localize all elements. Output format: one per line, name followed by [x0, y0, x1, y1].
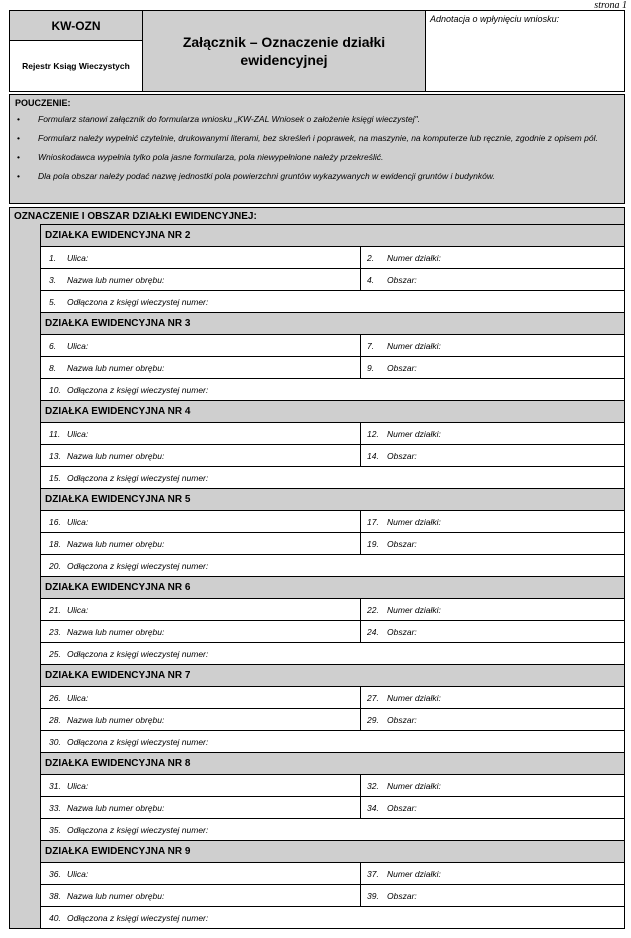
separated-from-field[interactable]: [41, 731, 624, 752]
parcels-list: [40, 224, 624, 928]
parcel-block: [41, 841, 624, 929]
precinct-label: Nazwa lub numer obrębu:: [67, 274, 165, 285]
area-label: Obszar:: [387, 450, 417, 461]
precinct-field[interactable]: [41, 885, 361, 906]
area-field[interactable]: [361, 357, 624, 378]
bullet-icon: •: [17, 152, 20, 162]
bullet-icon: •: [17, 133, 20, 143]
parcel-block: [41, 225, 624, 313]
field-number: 9.: [367, 362, 375, 373]
street-field[interactable]: [41, 863, 361, 884]
parcel-number-label: Numer działki:: [387, 692, 441, 703]
separated-from-label: Odłączona z księgi wieczystej numer:: [67, 560, 209, 571]
field-number: 31.: [49, 780, 61, 791]
parcel-block: [41, 665, 624, 753]
precinct-label: Nazwa lub numer obrębu:: [67, 450, 165, 461]
field-number: 36.: [49, 868, 61, 879]
parcel-title: DZIAŁKA EWIDENCYJNA NR 4: [41, 401, 624, 423]
area-field[interactable]: [361, 533, 624, 554]
area-label: Obszar:: [387, 714, 417, 725]
separated-from-field[interactable]: [41, 643, 624, 664]
precinct-label: Nazwa lub numer obrębu:: [67, 538, 165, 549]
parcel-row: [41, 797, 624, 819]
instruction-item: • Formularz należy wypełnić czytelnie, drukowanymi literami, bez skreśleń i poprawek, na maszynie, na komputerze lub ręcznie, zgodnie z opisem pól.: [17, 133, 598, 143]
street-label: Ulica:: [67, 516, 89, 527]
parcel-row: [41, 511, 624, 533]
parcel-row: [41, 269, 624, 291]
parcel-block: [41, 401, 624, 489]
street-field[interactable]: [41, 687, 361, 708]
area-label: Obszar:: [387, 362, 417, 373]
parcel-number-label: Numer działki:: [387, 428, 441, 439]
precinct-label: Nazwa lub numer obrębu:: [67, 362, 165, 373]
street-label: Ulica:: [67, 604, 89, 615]
street-label: Ulica:: [67, 868, 89, 879]
field-number: 25.: [49, 648, 61, 659]
parcel-title: DZIAŁKA EWIDENCYJNA NR 7: [41, 665, 624, 687]
precinct-field[interactable]: [41, 621, 361, 642]
field-number: 6.: [49, 340, 57, 351]
field-number: 23.: [49, 626, 61, 637]
parcel-row: [41, 907, 624, 929]
separated-from-label: Odłączona z księgi wieczystej numer:: [67, 384, 209, 395]
area-label: Obszar:: [387, 626, 417, 637]
field-number: 33.: [49, 802, 61, 813]
street-field[interactable]: [41, 423, 361, 444]
separated-from-field[interactable]: [41, 907, 624, 928]
instruction-item: • Formularz stanowi załącznik do formularza wniosku „KW-ZAL Wniosek o założenie księgi wieczystej".: [17, 114, 421, 124]
street-field[interactable]: [41, 775, 361, 796]
street-field[interactable]: [41, 247, 361, 268]
parcel-number-label: Numer działki:: [387, 340, 441, 351]
precinct-field[interactable]: [41, 709, 361, 730]
parcel-row: [41, 467, 624, 489]
parcel-block: [41, 577, 624, 665]
precinct-label: Nazwa lub numer obrębu:: [67, 890, 165, 901]
parcel-number-label: Numer działki:: [387, 604, 441, 615]
field-number: 17.: [367, 516, 379, 527]
field-number: 11.: [49, 428, 61, 439]
area-field[interactable]: [361, 269, 624, 290]
parcel-number-field[interactable]: [361, 687, 624, 708]
field-number: 13.: [49, 450, 61, 461]
parcel-number-field[interactable]: [361, 599, 624, 620]
field-number: 40.: [49, 912, 61, 923]
area-label: Obszar:: [387, 538, 417, 549]
registry-label: Rejestr Ksiąg Wieczystych: [22, 61, 130, 71]
area-field[interactable]: [361, 445, 624, 466]
field-number: 12.: [367, 428, 379, 439]
parcel-row: [41, 621, 624, 643]
area-label: Obszar:: [387, 890, 417, 901]
separated-from-label: Odłączona z księgi wieczystej numer:: [67, 736, 209, 747]
field-number: 20.: [49, 560, 61, 571]
field-number: 7.: [367, 340, 375, 351]
parcels-section: [9, 207, 625, 929]
field-number: 34.: [367, 802, 379, 813]
parcel-title: DZIAŁKA EWIDENCYJNA NR 3: [41, 313, 624, 335]
field-number: 5.: [49, 296, 57, 307]
parcel-number-field[interactable]: [361, 335, 624, 356]
parcel-number-label: Numer działki:: [387, 252, 441, 263]
parcel-row: [41, 533, 624, 555]
street-field[interactable]: [41, 511, 361, 532]
parcel-row: [41, 379, 624, 401]
precinct-label: Nazwa lub numer obrębu:: [67, 802, 165, 813]
parcel-block: [41, 753, 624, 841]
parcel-number-label: Numer działki:: [387, 868, 441, 879]
area-label: Obszar:: [387, 802, 417, 813]
field-number: 32.: [367, 780, 379, 791]
precinct-field[interactable]: [41, 357, 361, 378]
separated-from-field[interactable]: [41, 379, 624, 400]
field-number: 14.: [367, 450, 379, 461]
parcel-row: [41, 819, 624, 841]
street-field[interactable]: [41, 335, 361, 356]
form-code: KW-OZN: [10, 11, 142, 41]
bullet-icon: •: [17, 171, 20, 181]
bullet-icon: •: [17, 114, 20, 124]
instruction-item: • Wnioskodawca wypełnia tylko pola jasne formularza, pola niewypełnione należy przekreślić.: [17, 152, 384, 162]
form-header: [9, 10, 625, 92]
page-number: strona 1: [594, 0, 627, 11]
parcel-number-field[interactable]: [361, 511, 624, 532]
precinct-field[interactable]: [41, 797, 361, 818]
area-field[interactable]: [361, 797, 624, 818]
annotation-field[interactable]: Adnotacja o wpłynięciu wniosku:: [430, 14, 560, 24]
street-label: Ulica:: [67, 780, 89, 791]
field-number: 24.: [367, 626, 379, 637]
street-label: Ulica:: [67, 428, 89, 439]
field-number: 10.: [49, 384, 61, 395]
field-number: 38.: [49, 890, 61, 901]
field-number: 26.: [49, 692, 61, 703]
header-left-block: [10, 11, 143, 91]
street-label: Ulica:: [67, 692, 89, 703]
parcel-title: DZIAŁKA EWIDENCYJNA NR 9: [41, 841, 624, 863]
area-field[interactable]: [361, 709, 624, 730]
field-number: 1.: [49, 252, 57, 263]
separated-from-label: Odłączona z księgi wieczystej numer:: [67, 912, 209, 923]
field-number: 19.: [367, 538, 379, 549]
separated-from-field[interactable]: [41, 819, 624, 840]
precinct-field[interactable]: [41, 269, 361, 290]
parcel-row: [41, 335, 624, 357]
field-number: 29.: [367, 714, 379, 725]
separated-from-label: Odłączona z księgi wieczystej numer:: [67, 824, 209, 835]
area-field[interactable]: [361, 885, 624, 906]
precinct-label: Nazwa lub numer obrębu:: [67, 626, 165, 637]
field-number: 4.: [367, 274, 375, 285]
separated-from-label: Odłączona z księgi wieczystej numer:: [67, 296, 209, 307]
parcel-row: [41, 291, 624, 313]
field-number: 27.: [367, 692, 379, 703]
parcel-row: [41, 599, 624, 621]
parcel-number-label: Numer działki:: [387, 780, 441, 791]
area-field[interactable]: [361, 621, 624, 642]
parcel-row: [41, 445, 624, 467]
parcel-number-field[interactable]: [361, 247, 624, 268]
precinct-label: Nazwa lub numer obrębu:: [67, 714, 165, 725]
instruction-item: • Dla pola obszar należy podać nazwę jednostki pola powierzchni gruntów wykazywanych w ewidencji gruntów i budynków.: [17, 171, 495, 181]
instructions-box: [9, 94, 625, 204]
parcel-title: DZIAŁKA EWIDENCYJNA NR 2: [41, 225, 624, 247]
parcels-heading: OZNACZENIE I OBSZAR DZIAŁKI EWIDENCYJNEJ:: [14, 211, 257, 222]
field-number: 37.: [367, 868, 379, 879]
field-number: 39.: [367, 890, 379, 901]
parcel-row: [41, 863, 624, 885]
field-number: 30.: [49, 736, 61, 747]
parcel-number-field[interactable]: [361, 423, 624, 444]
parcel-row: [41, 247, 624, 269]
form-title: Załącznik – Oznaczenie działki ewidencyjnej: [143, 11, 426, 91]
parcel-row: [41, 885, 624, 907]
parcel-row: [41, 731, 624, 753]
field-number: 22.: [367, 604, 379, 615]
parcel-number-field[interactable]: [361, 775, 624, 796]
parcel-row: [41, 687, 624, 709]
field-number: 3.: [49, 274, 57, 285]
parcel-block: [41, 489, 624, 577]
parcel-row: [41, 775, 624, 797]
parcel-row: [41, 357, 624, 379]
parcel-title: DZIAŁKA EWIDENCYJNA NR 5: [41, 489, 624, 511]
street-field[interactable]: [41, 599, 361, 620]
parcel-row: [41, 423, 624, 445]
separated-from-field[interactable]: [41, 555, 624, 576]
area-label: Obszar:: [387, 274, 417, 285]
parcel-title: DZIAŁKA EWIDENCYJNA NR 8: [41, 753, 624, 775]
field-number: 16.: [49, 516, 61, 527]
street-label: Ulica:: [67, 340, 89, 351]
parcel-number-field[interactable]: [361, 863, 624, 884]
parcel-row: [41, 555, 624, 577]
field-number: 8.: [49, 362, 57, 373]
field-number: 35.: [49, 824, 61, 835]
parcel-row: [41, 709, 624, 731]
parcel-number-label: Numer działki:: [387, 516, 441, 527]
parcel-row: [41, 643, 624, 665]
field-number: 18.: [49, 538, 61, 549]
field-number: 15.: [49, 472, 61, 483]
instructions-list: [15, 114, 619, 182]
separated-from-label: Odłączona z księgi wieczystej numer:: [67, 472, 209, 483]
separated-from-label: Odłączona z księgi wieczystej numer:: [67, 648, 209, 659]
field-number: 21.: [49, 604, 61, 615]
instructions-heading: POUCZENIE:: [15, 98, 71, 108]
precinct-field[interactable]: [41, 445, 361, 466]
precinct-field[interactable]: [41, 533, 361, 554]
separated-from-field[interactable]: [41, 467, 624, 488]
field-number: 28.: [49, 714, 61, 725]
field-number: 2.: [367, 252, 375, 263]
parcel-title: DZIAŁKA EWIDENCYJNA NR 6: [41, 577, 624, 599]
separated-from-field[interactable]: [41, 291, 624, 312]
street-label: Ulica:: [67, 252, 89, 263]
parcel-block: [41, 313, 624, 401]
